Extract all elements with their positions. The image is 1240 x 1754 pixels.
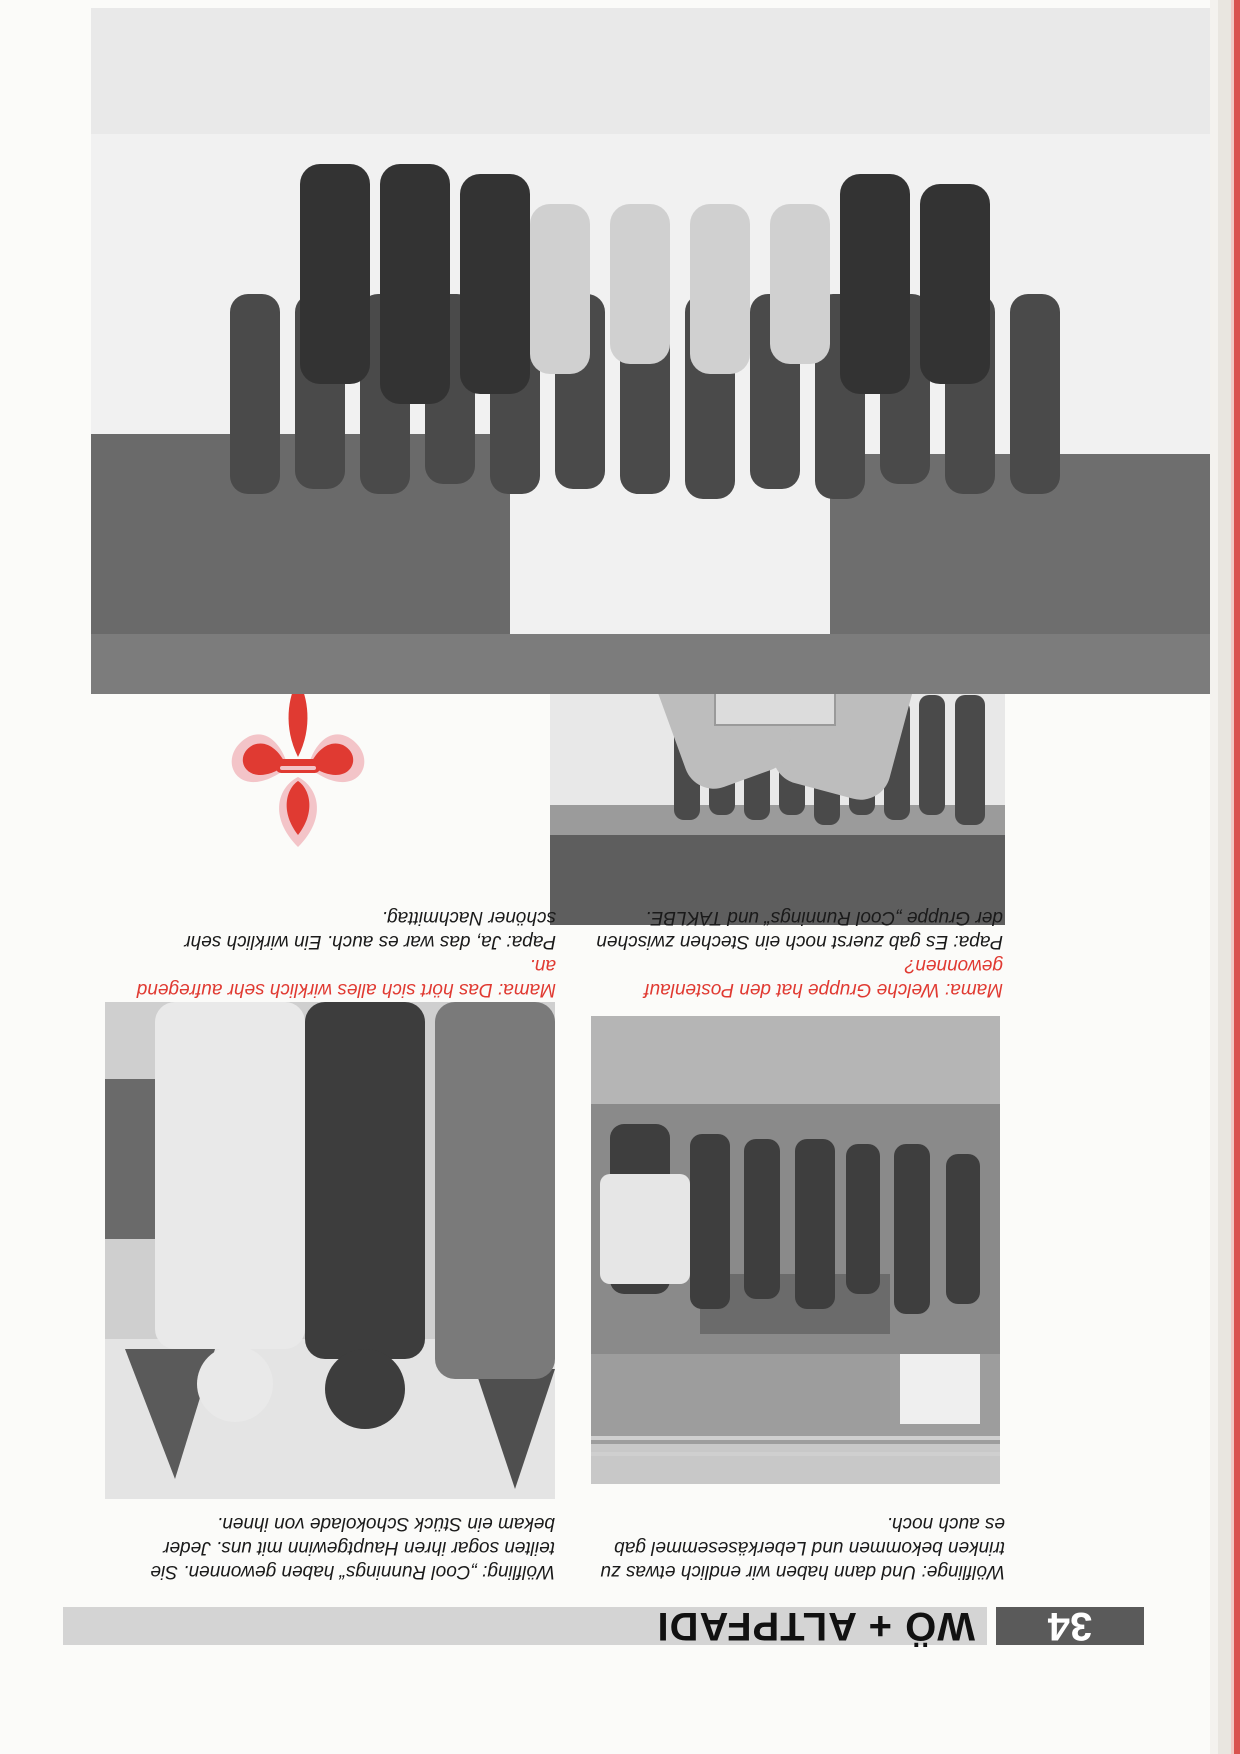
page-header xyxy=(63,1604,1144,1648)
text-papa-remark: Papa: Ja, das war es auch. Ein wirklich sehr schöner Nachmittag. xyxy=(184,907,556,952)
binding-edge xyxy=(1210,0,1240,1754)
section-title: WÖ + ALTPFADI xyxy=(656,1604,975,1648)
text-woelflinge-drinks: Wölflinge: Und dann haben wir endlich etwas zu trinken bekommen und Leberkäsesemmel gab es auch noch. xyxy=(600,1513,1005,1582)
text-mama-remark: Mama: Das hört sich alles wirklich sehr aufregend an. xyxy=(136,955,556,1000)
hut-photo xyxy=(591,1016,1000,1484)
scout-lily-logo xyxy=(210,674,385,859)
text-papa-answer: Papa: Es gab zuerst noch ein Stechen zwischen der Gruppe „Cool Runnings“ und TAKLBE. xyxy=(596,907,1003,952)
page-number: 34 xyxy=(996,1607,1144,1645)
chocolate-photo xyxy=(105,1002,555,1499)
section-title-band xyxy=(63,1604,987,1648)
text-woelfling-chocolate: Wölfling: „Cool Runnings“ haben gewonnen. Sie teilten sogar ihren Hauptgewinn mit uns. Jeder bekam ein Stück Schokolade von ihnen. xyxy=(150,1513,555,1582)
text-mama-question: Mama: Welche Gruppe hat den Postenlauf gewonnen? xyxy=(644,955,1003,1000)
group-photo xyxy=(91,8,1210,694)
